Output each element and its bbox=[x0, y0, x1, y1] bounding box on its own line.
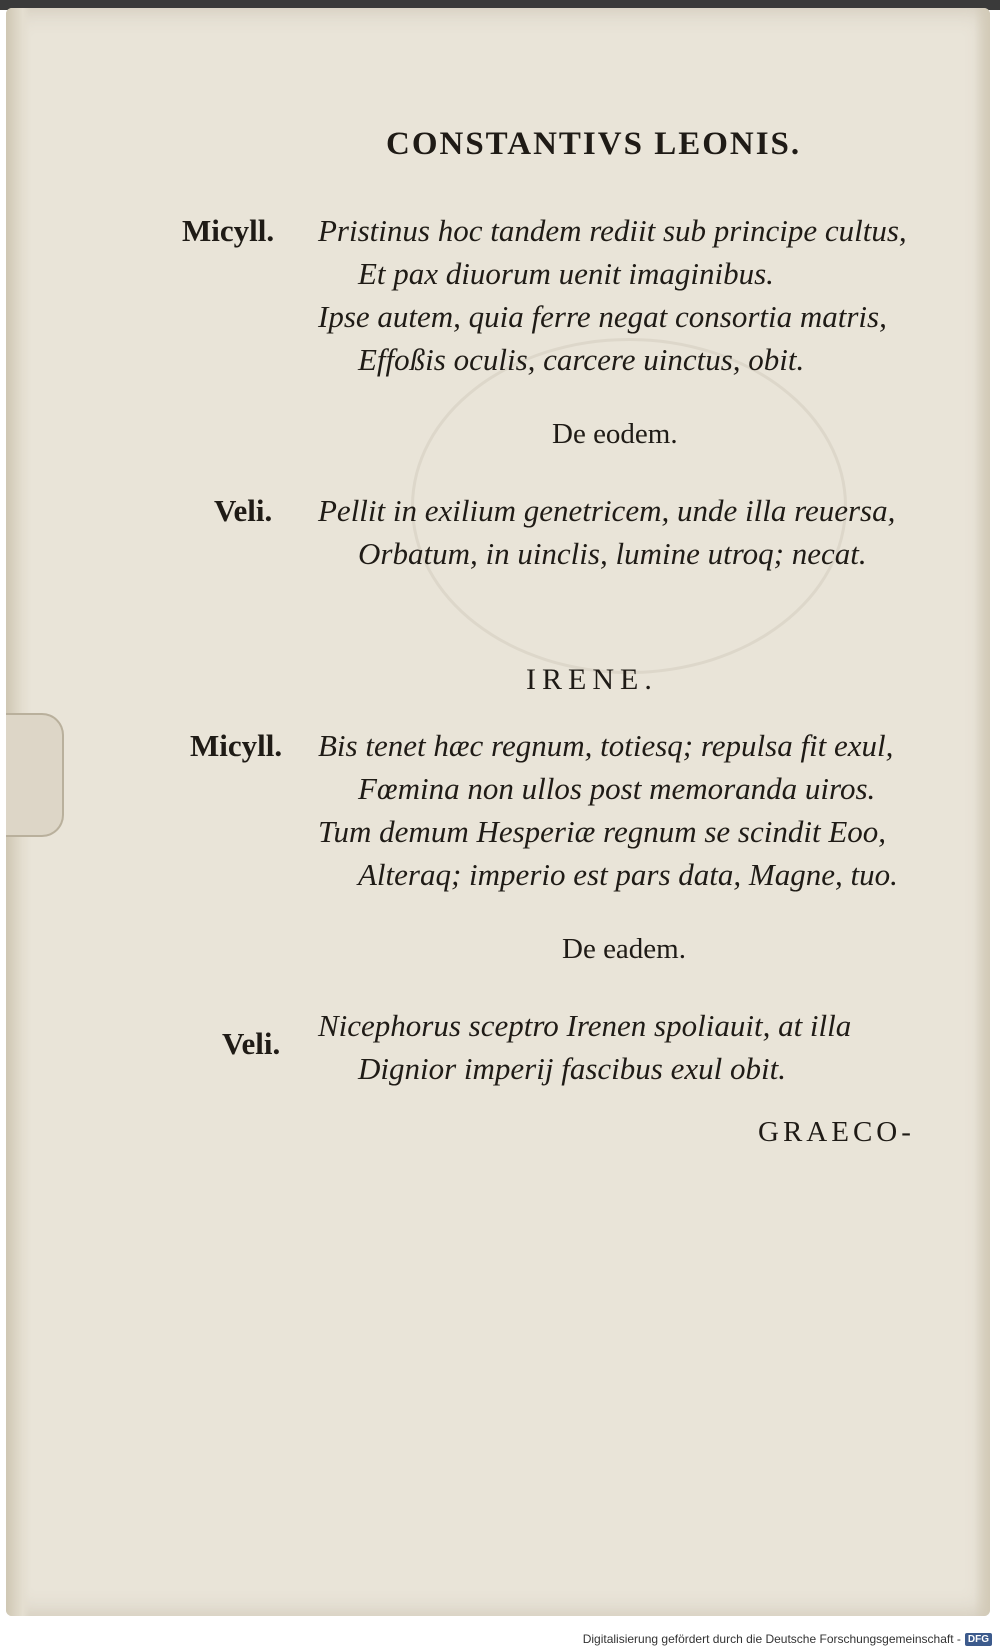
verse-line: Tum demum Hesperiæ regnum se scindit Eoo, bbox=[318, 814, 887, 849]
speaker-label: Veli. bbox=[222, 1026, 281, 1061]
speaker-label: Veli. bbox=[214, 493, 273, 528]
footer-text: Digitalisierung gefördert durch die Deutsche Forschungsgemeinschaft - bbox=[582, 1632, 961, 1646]
verse-line: Fœmina non ullos post memoranda uiros. bbox=[358, 771, 876, 806]
verse-line: Dignior imperij fascibus exul obit. bbox=[358, 1051, 786, 1086]
page-outer-edge bbox=[974, 8, 990, 1616]
section-title: IRENE. bbox=[526, 663, 658, 696]
book-page bbox=[6, 8, 990, 1616]
speaker-label: Micyll. bbox=[190, 728, 283, 763]
verse-line: Nicephorus sceptro Irenen spoliauit, at illa bbox=[318, 1008, 852, 1043]
verse-line: Alteraq; imperio est pars data, Magne, tuo. bbox=[358, 857, 898, 892]
verse-line: Pristinus hoc tandem rediit sub principe cultus, bbox=[318, 213, 907, 248]
digitization-footer bbox=[583, 1630, 992, 1648]
verse-line: Et pax diuorum uenit imaginibus. bbox=[358, 256, 774, 291]
speaker-label: Micyll. bbox=[182, 213, 275, 248]
verse-line: Orbatum, in uinclis, lumine utroq; necat. bbox=[358, 536, 867, 571]
catchword: GRAECO- bbox=[758, 1116, 915, 1148]
verse-line: Ipse autem, quia ferre negat consortia matris, bbox=[318, 299, 887, 334]
verse-line: Pellit in exilium genetricem, unde illa reuersa, bbox=[318, 493, 896, 528]
bookmark-tab bbox=[6, 713, 64, 837]
running-head: CONSTANTIVS LEONIS. bbox=[386, 126, 802, 162]
verse-line: Bis tenet hæc regnum, totiesq; repulsa fit exul, bbox=[318, 728, 894, 763]
verse-line: Effoßis oculis, carcere uinctus, obit. bbox=[358, 342, 805, 377]
dfg-logo: DFG bbox=[965, 1633, 992, 1646]
epigram-heading: De eodem. bbox=[552, 418, 678, 450]
epigram-heading: De eadem. bbox=[562, 933, 686, 965]
